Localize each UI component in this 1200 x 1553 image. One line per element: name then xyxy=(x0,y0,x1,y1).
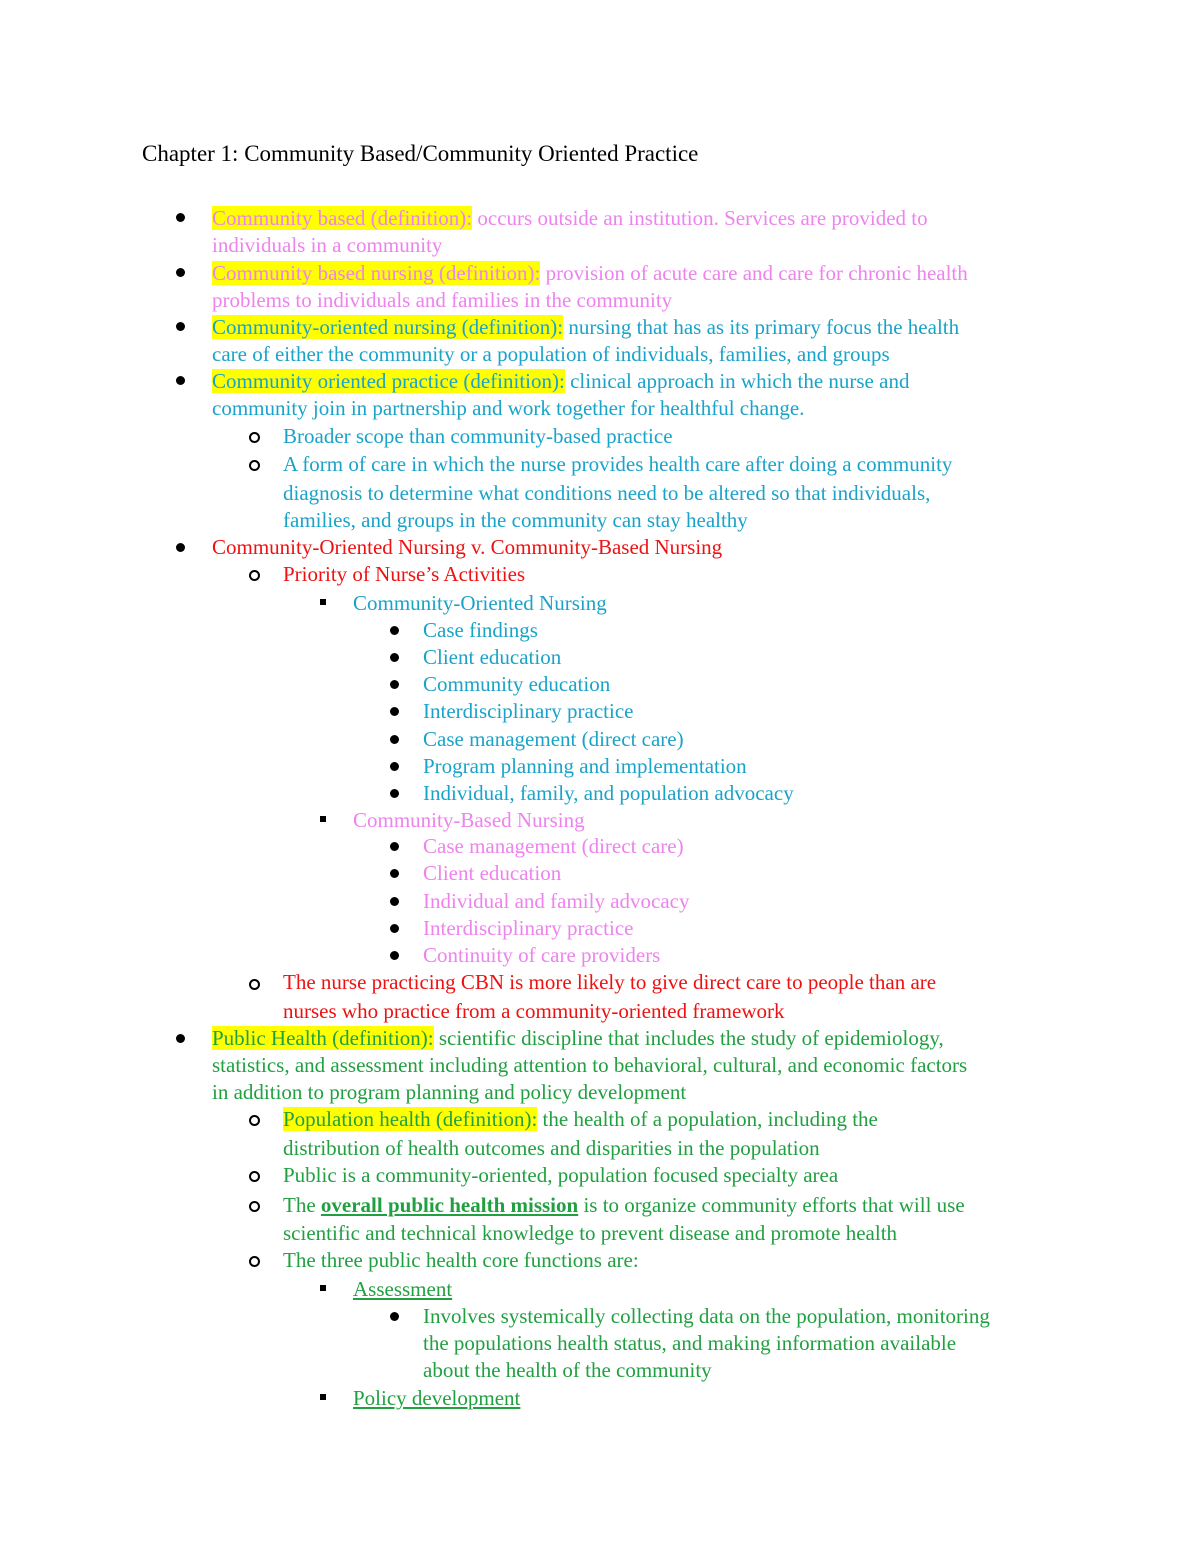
ph-def-term: Public Health (definition): xyxy=(212,1026,434,1050)
list-item: Client education xyxy=(423,645,562,669)
bullet-square xyxy=(320,816,326,822)
con-def-text: nursing that has as its primary focus the health xyxy=(563,315,960,339)
bullet-disc xyxy=(390,951,399,960)
bullet-disc xyxy=(176,543,185,552)
bullet-disc xyxy=(176,376,185,385)
cbn-def-line1 xyxy=(212,260,968,287)
list-item: Individual, family, and population advocacy xyxy=(423,781,794,805)
bullet-disc xyxy=(390,789,399,798)
bullet-circle xyxy=(249,979,260,990)
list-item: Case management (direct care) xyxy=(423,834,684,858)
cop-def-term: Community oriented practice (definition): xyxy=(212,369,565,393)
list-item: Client education xyxy=(423,861,562,885)
policy-development-heading: Policy development xyxy=(353,1386,521,1410)
cop-def-text: clinical approach in which the nurse and xyxy=(564,369,910,393)
pop-def-line1 xyxy=(283,1106,878,1133)
bullet-circle xyxy=(249,570,260,581)
cbn-def-term: Community based nursing (definition): xyxy=(212,261,541,285)
cop-def-line2: community join in partnership and work together for healthful change. xyxy=(212,396,805,420)
cop-def-line1 xyxy=(212,368,909,395)
ph-def-line2: statistics, and assessment including attention to behavioral, cultural, and economic factors xyxy=(212,1053,968,1077)
cbn-note-line1: The nurse practicing CBN is more likely to give direct care to people than are xyxy=(283,970,937,994)
comparison-heading: Community-Oriented Nursing v. Community-Based Nursing xyxy=(212,535,723,559)
list-item: Community education xyxy=(423,672,611,696)
bullet-square xyxy=(320,1394,326,1400)
mission-post: is to organize community efforts that will use xyxy=(578,1193,965,1217)
assessment-line1: Involves systemically collecting data on the population, monitoring xyxy=(423,1304,990,1328)
pop-def-text: the health of a population, including the xyxy=(537,1107,878,1131)
bullet-disc xyxy=(390,1312,399,1321)
pop-def-line2: distribution of health outcomes and disparities in the population xyxy=(283,1136,820,1160)
cop-sub1: Broader scope than community-based practice xyxy=(283,424,673,448)
bullet-disc xyxy=(390,897,399,906)
cop-sub2-line3: families, and groups in the community can stay healthy xyxy=(283,508,748,532)
bullet-disc xyxy=(390,680,399,689)
bullet-disc xyxy=(390,707,399,716)
cbn-def-text: provision of acute care and care for chronic health xyxy=(540,261,968,285)
public-specialty: Public is a community-oriented, population focused specialty area xyxy=(283,1163,839,1187)
list-item: Interdisciplinary practice xyxy=(423,916,634,940)
cbn-note-line2: nurses who practice from a community-oriented framework xyxy=(283,999,785,1023)
ph-def-text: scientific discipline that includes the study of epidemiology, xyxy=(433,1026,944,1050)
cb-def-text: occurs outside an institution. Services are provided to xyxy=(472,206,928,230)
priority-heading: Priority of Nurse’s Activities xyxy=(283,562,526,586)
assessment-line2: the populations health status, and making information available xyxy=(423,1331,957,1355)
list-item: Case findings xyxy=(423,618,538,642)
bullet-disc xyxy=(390,653,399,662)
con-def-line1 xyxy=(212,314,959,341)
mission-line1 xyxy=(283,1192,965,1219)
cb-def-term: Community based (definition): xyxy=(212,206,473,230)
cbn-list-heading: Community-Based Nursing xyxy=(353,808,585,832)
bullet-disc xyxy=(390,735,399,744)
bullet-circle xyxy=(249,1171,260,1182)
assessment-line3: about the health of the community xyxy=(423,1358,712,1382)
mission-emphasis: overall public health mission xyxy=(320,1193,579,1217)
pop-def-term: Population health (definition): xyxy=(283,1107,538,1131)
cop-sub2-line1: A form of care in which the nurse provides health care after doing a community xyxy=(283,452,953,476)
bullet-disc xyxy=(390,762,399,771)
ph-def-line3: in addition to program planning and policy development xyxy=(212,1080,687,1104)
mission-line2: scientific and technical knowledge to prevent disease and promote health xyxy=(283,1221,898,1245)
ph-def-line1 xyxy=(212,1025,944,1052)
bullet-disc xyxy=(390,626,399,635)
con-list-heading: Community-Oriented Nursing xyxy=(353,591,607,615)
bullet-disc xyxy=(176,1034,185,1043)
core-functions-intro: The three public health core functions are: xyxy=(283,1248,639,1272)
bullet-disc xyxy=(176,213,185,222)
bullet-square xyxy=(320,599,326,605)
bullet-disc xyxy=(176,322,185,331)
list-item: Case management (direct care) xyxy=(423,727,684,751)
con-def-term: Community-oriented nursing (definition): xyxy=(212,315,564,339)
bullet-disc xyxy=(390,842,399,851)
cbn-def-line2: problems to individuals and families in the community xyxy=(212,288,673,312)
bullet-circle xyxy=(249,1115,260,1126)
bullet-square xyxy=(320,1285,326,1291)
cop-sub2-line2: diagnosis to determine what conditions need to be altered so that individuals, xyxy=(283,481,931,505)
bullet-disc xyxy=(176,268,185,277)
list-item: Individual and family advocacy xyxy=(423,889,690,913)
bullet-circle xyxy=(249,460,260,471)
bullet-circle xyxy=(249,432,260,443)
cb-def-line1 xyxy=(212,205,928,232)
list-item: Continuity of care providers xyxy=(423,943,661,967)
assessment-heading: Assessment xyxy=(353,1277,453,1301)
bullet-circle xyxy=(249,1256,260,1267)
chapter-title: Chapter 1: Community Based/Community Oriented Practice xyxy=(142,141,699,166)
mission-pre: The xyxy=(283,1193,321,1217)
bullet-disc xyxy=(390,869,399,878)
con-def-line2: care of either the community or a population of individuals, families, and groups xyxy=(212,342,890,366)
bullet-circle xyxy=(249,1201,260,1212)
bullet-disc xyxy=(390,924,399,933)
list-item: Interdisciplinary practice xyxy=(423,699,634,723)
cb-def-line2: individuals in a community xyxy=(212,233,443,257)
list-item: Program planning and implementation xyxy=(423,754,747,778)
